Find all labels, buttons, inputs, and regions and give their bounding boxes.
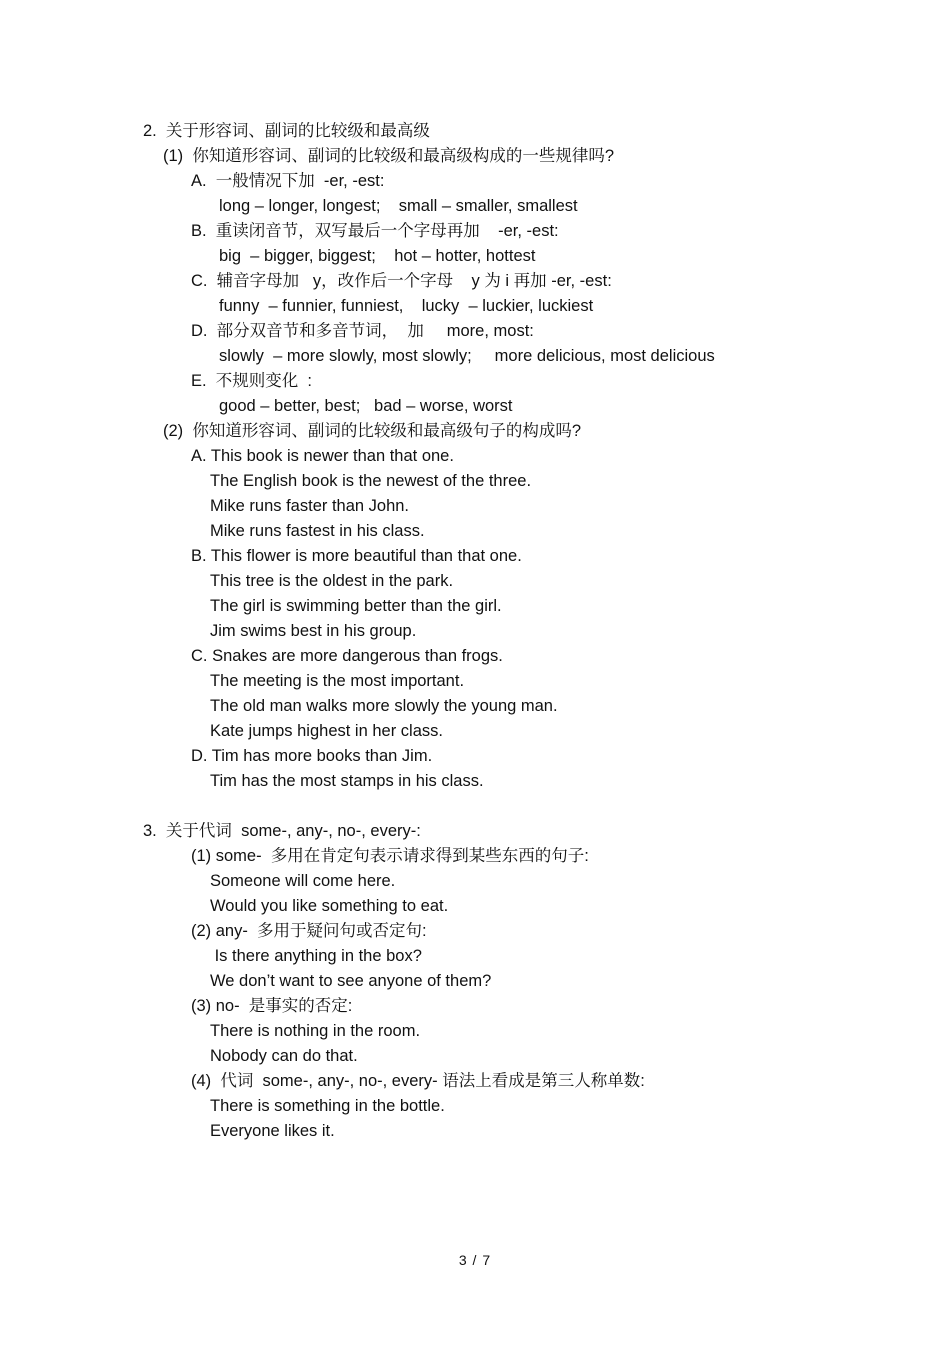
rule-c-example: funny – funnier, funniest, lucky – luckier, luckiest [219,297,594,315]
sentence-b-3: The girl is swimming better than the girl. [210,597,502,615]
pronoun-any-example-2: We don’t want to see anyone of them? [210,972,492,990]
pronoun-some-example-1: Someone will come here. [210,872,396,890]
rule-e-example: good – better, best; bad – worse, worst [219,397,513,415]
rule-d-example: slowly – more slowly, most slowly; more delicious, most delicious [219,347,715,365]
rule-a-example: long – longer, longest; small – smaller, smallest [219,197,578,215]
rule-c-title: C. 辅音字母加 y，改作后一个字母 y 为 i 再加 -er, -est: [191,272,612,290]
sentence-a-4: Mike runs fastest in his class. [210,522,425,540]
sentence-c-2: The meeting is the most important. [210,672,465,690]
rule-a-title: A. 一般情况下加 -er, -est: [191,172,385,190]
pronoun-every-example-2: Everyone likes it. [210,1122,335,1140]
page-number: 3 / 7 [458,1252,492,1268]
sentence-c-1: C. Snakes are more dangerous than frogs. [191,647,503,665]
pronoun-some-title: (1) some- 多用在肯定句表示请求得到某些东西的句子: [191,847,589,865]
sentence-c-3: The old man walks more slowly the young man. [210,697,558,715]
sentence-d-1: D. Tim has more books than Jim. [191,747,433,765]
pronoun-no-example-2: Nobody can do that. [210,1047,358,1065]
sentence-c-4: Kate jumps highest in her class. [210,722,443,740]
question-2: (2) 你知道形容词、副词的比较级和最高级句子的构成吗? [163,422,582,440]
section-3-heading: 3. 关于代词 some-, any-, no-, every-: [143,822,421,840]
sentence-a-3: Mike runs faster than John. [210,497,410,515]
rule-b-title: B. 重读闭音节，双写最后一个字母再加 -er, -est: [191,222,559,240]
rule-d-title: D. 部分双音节和多音节词， 加 more, most: [191,322,534,340]
rule-e-title: E. 不规则变化 : [191,372,313,390]
pronoun-any-title: (2) any- 多用于疑问句或否定句: [191,922,427,940]
section-2-heading: 2. 关于形容词、副词的比较级和最高级 [143,122,430,140]
sentence-b-4: Jim swims best in his group. [210,622,417,640]
question-1: (1) 你知道形容词、副词的比较级和最高级构成的一些规律吗? [163,147,615,165]
sentence-a-1: A. This book is newer than that one. [191,447,454,465]
pronoun-no-title: (3) no- 是事实的否定: [191,997,353,1015]
rule-b-example: big – bigger, biggest; hot – hotter, hottest [219,247,536,265]
sentence-a-2: The English book is the newest of the three. [210,472,532,490]
pronoun-no-example-1: There is nothing in the room. [210,1022,421,1040]
pronoun-every-title: (4) 代词 some-, any-, no-, every- 语法上看成是第三人称单数: [191,1072,645,1090]
sentence-b-2: This tree is the oldest in the park. [210,572,454,590]
pronoun-some-example-2: Would you like something to eat. [210,897,449,915]
pronoun-every-example-1: There is something in the bottle. [210,1097,445,1115]
pronoun-any-example-1: Is there anything in the box? [210,947,422,965]
sentence-b-1: B. This flower is more beautiful than that one. [191,547,522,565]
sentence-d-2: Tim has the most stamps in his class. [210,772,484,790]
